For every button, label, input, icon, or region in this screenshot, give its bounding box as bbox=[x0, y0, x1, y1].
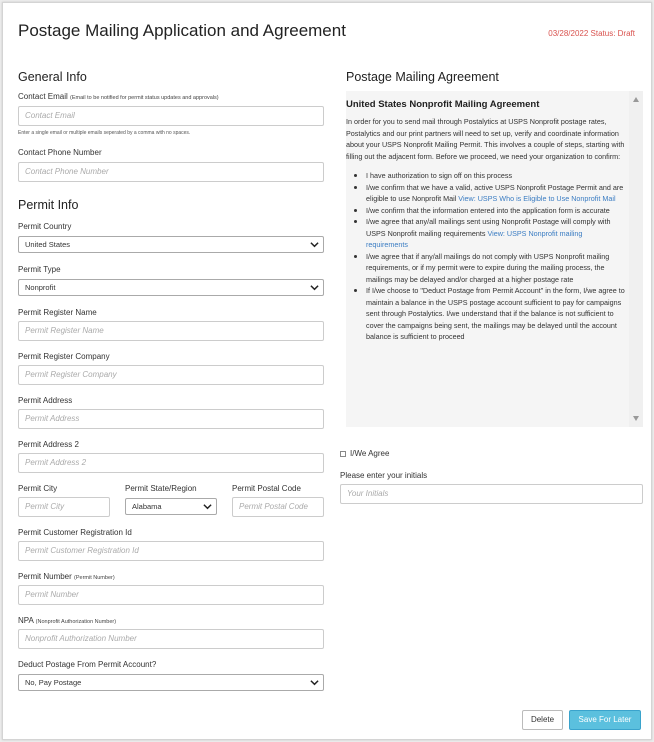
agreement-list bbox=[346, 170, 626, 343]
scroll-up-icon[interactable] bbox=[633, 97, 639, 102]
permit-register-name-input[interactable]: Permit Register Name bbox=[18, 321, 324, 341]
permit-country-label: Permit Country bbox=[18, 222, 72, 231]
contact-email-input[interactable]: Contact Email bbox=[18, 106, 324, 126]
permit-city-input[interactable]: Permit City bbox=[18, 497, 110, 517]
agreement-item: I/we confirm that the information entered into the application form is accurate bbox=[354, 205, 626, 217]
contact-phone-input[interactable]: Contact Phone Number bbox=[18, 162, 324, 182]
chevron-down-icon bbox=[310, 240, 319, 249]
permit-state-label: Permit State/Region bbox=[125, 484, 197, 493]
agree-checkbox[interactable] bbox=[340, 451, 346, 457]
deduct-postage-select[interactable]: No, Pay Postage bbox=[18, 674, 324, 691]
contact-email-note: (Email to be notified for permit status updates and approvals) bbox=[70, 95, 219, 101]
chevron-down-icon bbox=[203, 502, 212, 511]
permit-type-select[interactable]: Nonprofit bbox=[18, 279, 324, 296]
chevron-down-icon bbox=[310, 678, 319, 687]
contact-email-label: Contact Email (Email to be notified for permit status updates and approvals) bbox=[18, 92, 219, 101]
agreement-title: United States Nonprofit Mailing Agreement bbox=[346, 99, 540, 110]
save-for-later-button[interactable]: Save For Later bbox=[569, 710, 641, 730]
permit-number-input[interactable]: Permit Number bbox=[18, 585, 324, 605]
contact-phone-label: Contact Phone Number bbox=[18, 148, 102, 157]
initials-label: Please enter your initials bbox=[340, 471, 428, 480]
agreement-scroll-box[interactable] bbox=[346, 91, 643, 427]
agreement-content bbox=[346, 91, 626, 343]
agreement-intro: In order for you to send mail through Postalytics at USPS Nonprofit postage rates, Postalytics and our print partners will need to set up, verify and coordinate information about your USPS Nonprofit Mailing Permit. This involves a couple of steps, starting with filling out the adjacent form. Before we proceed, we need your organization to confirm: bbox=[346, 117, 625, 161]
bullet-icon bbox=[354, 209, 357, 212]
permit-info-heading: Permit Info bbox=[18, 198, 79, 212]
permit-number-label: Permit Number (Permit Number) bbox=[18, 572, 115, 581]
permit-city-label: Permit City bbox=[18, 484, 58, 493]
bullet-icon bbox=[354, 289, 357, 292]
permit-postal-input[interactable]: Permit Postal Code bbox=[232, 497, 324, 517]
permit-number-note: (Permit Number) bbox=[74, 575, 115, 581]
bullet-icon bbox=[354, 255, 357, 258]
permit-register-company-input[interactable]: Permit Register Company bbox=[18, 365, 324, 385]
permit-customer-reg-label: Permit Customer Registration Id bbox=[18, 528, 132, 537]
permit-state-select[interactable]: Alabama bbox=[125, 498, 217, 515]
permit-address-label: Permit Address bbox=[18, 396, 73, 405]
permit-address2-input[interactable]: Permit Address 2 bbox=[18, 453, 324, 473]
npa-label: NPA (Nonprofit Authorization Number) bbox=[18, 616, 117, 625]
permit-postal-label: Permit Postal Code bbox=[232, 484, 301, 493]
status-text: 03/28/2022 Status: Draft bbox=[548, 29, 635, 38]
permit-customer-reg-input[interactable]: Permit Customer Registration Id bbox=[18, 541, 324, 561]
permit-address2-label: Permit Address 2 bbox=[18, 440, 79, 449]
permit-register-company-label: Permit Register Company bbox=[18, 352, 110, 361]
delete-button[interactable]: Delete bbox=[522, 710, 563, 730]
contact-email-hint: Enter a single email or multiple emails seperated by a comma with no spaces. bbox=[18, 130, 191, 136]
chevron-down-icon bbox=[310, 283, 319, 292]
npa-note: (Nonprofit Authorization Number) bbox=[35, 619, 117, 625]
agreement-item: I/we agree that any/all mailings sent using Nonprofit Postage will comply with USPS Nonprofit mailing requirements View: USPS Nonprofit mailing requirements bbox=[354, 216, 626, 251]
permit-address-input[interactable]: Permit Address bbox=[18, 409, 324, 429]
usps-requirements-link[interactable]: View: USPS Nonprofit mailing requirements bbox=[366, 228, 583, 249]
deduct-postage-label: Deduct Postage From Permit Account? bbox=[18, 660, 157, 669]
agreement-item: I have authorization to sign off on this process bbox=[354, 170, 626, 182]
scrollbar[interactable] bbox=[629, 91, 643, 427]
bullet-icon bbox=[354, 174, 357, 177]
general-info-heading: General Info bbox=[18, 70, 87, 84]
usps-eligible-link[interactable]: View: USPS Who is Eligible to Use Nonprofit Mail bbox=[458, 194, 616, 203]
agreement-heading: Postage Mailing Agreement bbox=[346, 70, 499, 84]
permit-type-label: Permit Type bbox=[18, 265, 61, 274]
permit-register-name-label: Permit Register Name bbox=[18, 308, 97, 317]
scroll-down-icon[interactable] bbox=[633, 416, 639, 421]
bullet-icon bbox=[354, 186, 357, 189]
agreement-item: I/we agree that if any/all mailings do not comply with USPS Nonprofit mailing requirements, or if my permit were to expire during the mailing process, the mailings may be delayed and/or charged at a higher postage rate bbox=[354, 251, 626, 286]
agree-label: I/We Agree bbox=[350, 449, 390, 458]
application-card bbox=[2, 2, 652, 740]
initials-input[interactable]: Your Initials bbox=[340, 484, 643, 504]
agreement-item: I/we confirm that we have a valid, active USPS Nonprofit Postage Permit and are eligible to use Nonprofit Mail View: USPS Who is Eligible to Use Nonprofit Mail bbox=[354, 182, 626, 205]
npa-input[interactable]: Nonprofit Authorization Number bbox=[18, 629, 324, 649]
agreement-item: If I/we choose to "Deduct Postage from Permit Account" in the form, I/we agree to maintain a balance in the USPS postage account sufficient to pay for campaigns sent through Postalytics. I/we understand that if the balance is not sufficient to cover the campaigns being sent, the mailings may be delayed until the account balance is sufficient to proceed bbox=[354, 285, 626, 343]
page-title: Postage Mailing Application and Agreement bbox=[18, 21, 346, 40]
bullet-icon bbox=[354, 220, 357, 223]
permit-country-select[interactable]: United States bbox=[18, 236, 324, 253]
